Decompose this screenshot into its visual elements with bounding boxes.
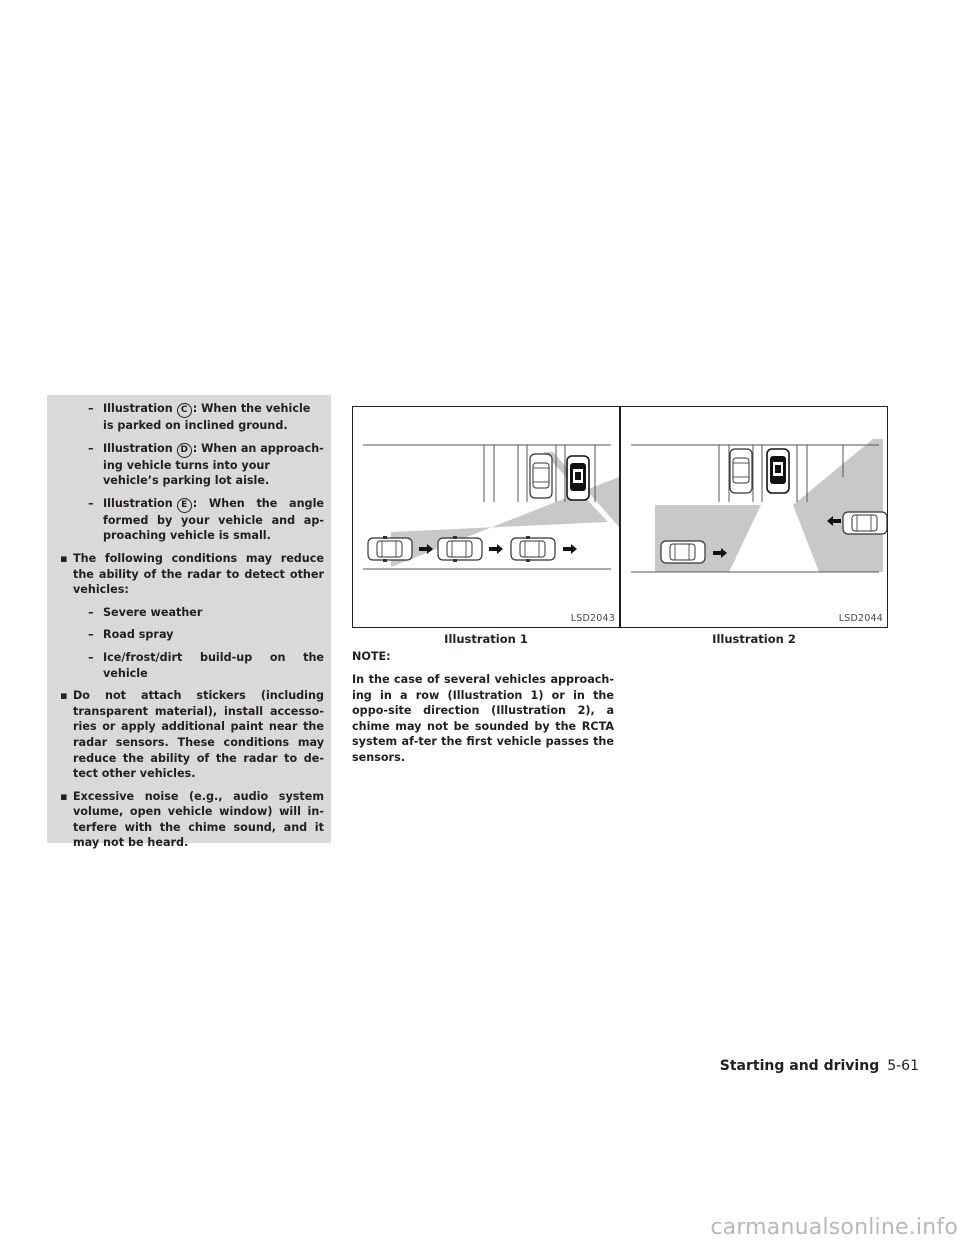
warning-box xyxy=(60,401,324,858)
illustration-1-drawing xyxy=(353,407,619,627)
list-item: ▪ Excessive noise (e.g., audio system volume, open vehicle window) will in-terfere with the chime sound, and it may not be heard. xyxy=(60,789,324,850)
illustration-2 xyxy=(620,406,888,628)
list-item: – Illustration D : When an approach-ing vehicle turns into your vehicle’s parking lot aisle. xyxy=(88,441,324,488)
list-item: ▪ The following conditions may reduce the ability of the radar to detect other vehicles: xyxy=(60,551,324,597)
figure-caption: Illustration 1 xyxy=(444,632,528,646)
circled-label: D xyxy=(177,443,192,458)
circled-label: C xyxy=(177,403,192,418)
list-item: – Illustration C : When the vehicle is parked on inclined ground. xyxy=(88,402,311,432)
illustration-2-drawing xyxy=(621,407,887,627)
page-footer xyxy=(720,1058,919,1074)
list-item: – Severe weather xyxy=(88,605,203,619)
circled-label: E xyxy=(177,498,192,513)
illustration-1 xyxy=(352,406,620,628)
page-number: 5-61 xyxy=(887,1058,919,1074)
list-item: ▪ Do not attach stickers (including transparent material), install accesso-ries or apply additional paint near the radar sensors. These conditions may reduce the ability of the radar to de-tect other vehicles. xyxy=(60,689,324,781)
section-title: Starting and driving xyxy=(719,1058,880,1074)
watermark: carmanualsonline.info xyxy=(710,1215,958,1240)
note-title: NOTE: xyxy=(352,650,391,663)
figure-caption: Illustration 2 xyxy=(712,632,796,646)
figure-code: LSD2044 xyxy=(838,613,883,624)
list-item: – Ice/frost/dirt build-up on the vehicle xyxy=(88,650,324,680)
note-body: In the case of several vehicles approach-ing in a row (Illustration 1) or in the oppo-site direction (Illustration 2), a chime may not be sounded by the RCTA system af-ter the first vehicle passes the sensors. xyxy=(352,673,614,764)
list-item: – Illustration E : When the angle formed by your vehicle and ap-proaching vehicle is small. xyxy=(88,496,324,543)
list-item: – Road spray xyxy=(88,628,174,642)
figure-code: LSD2043 xyxy=(570,613,615,624)
